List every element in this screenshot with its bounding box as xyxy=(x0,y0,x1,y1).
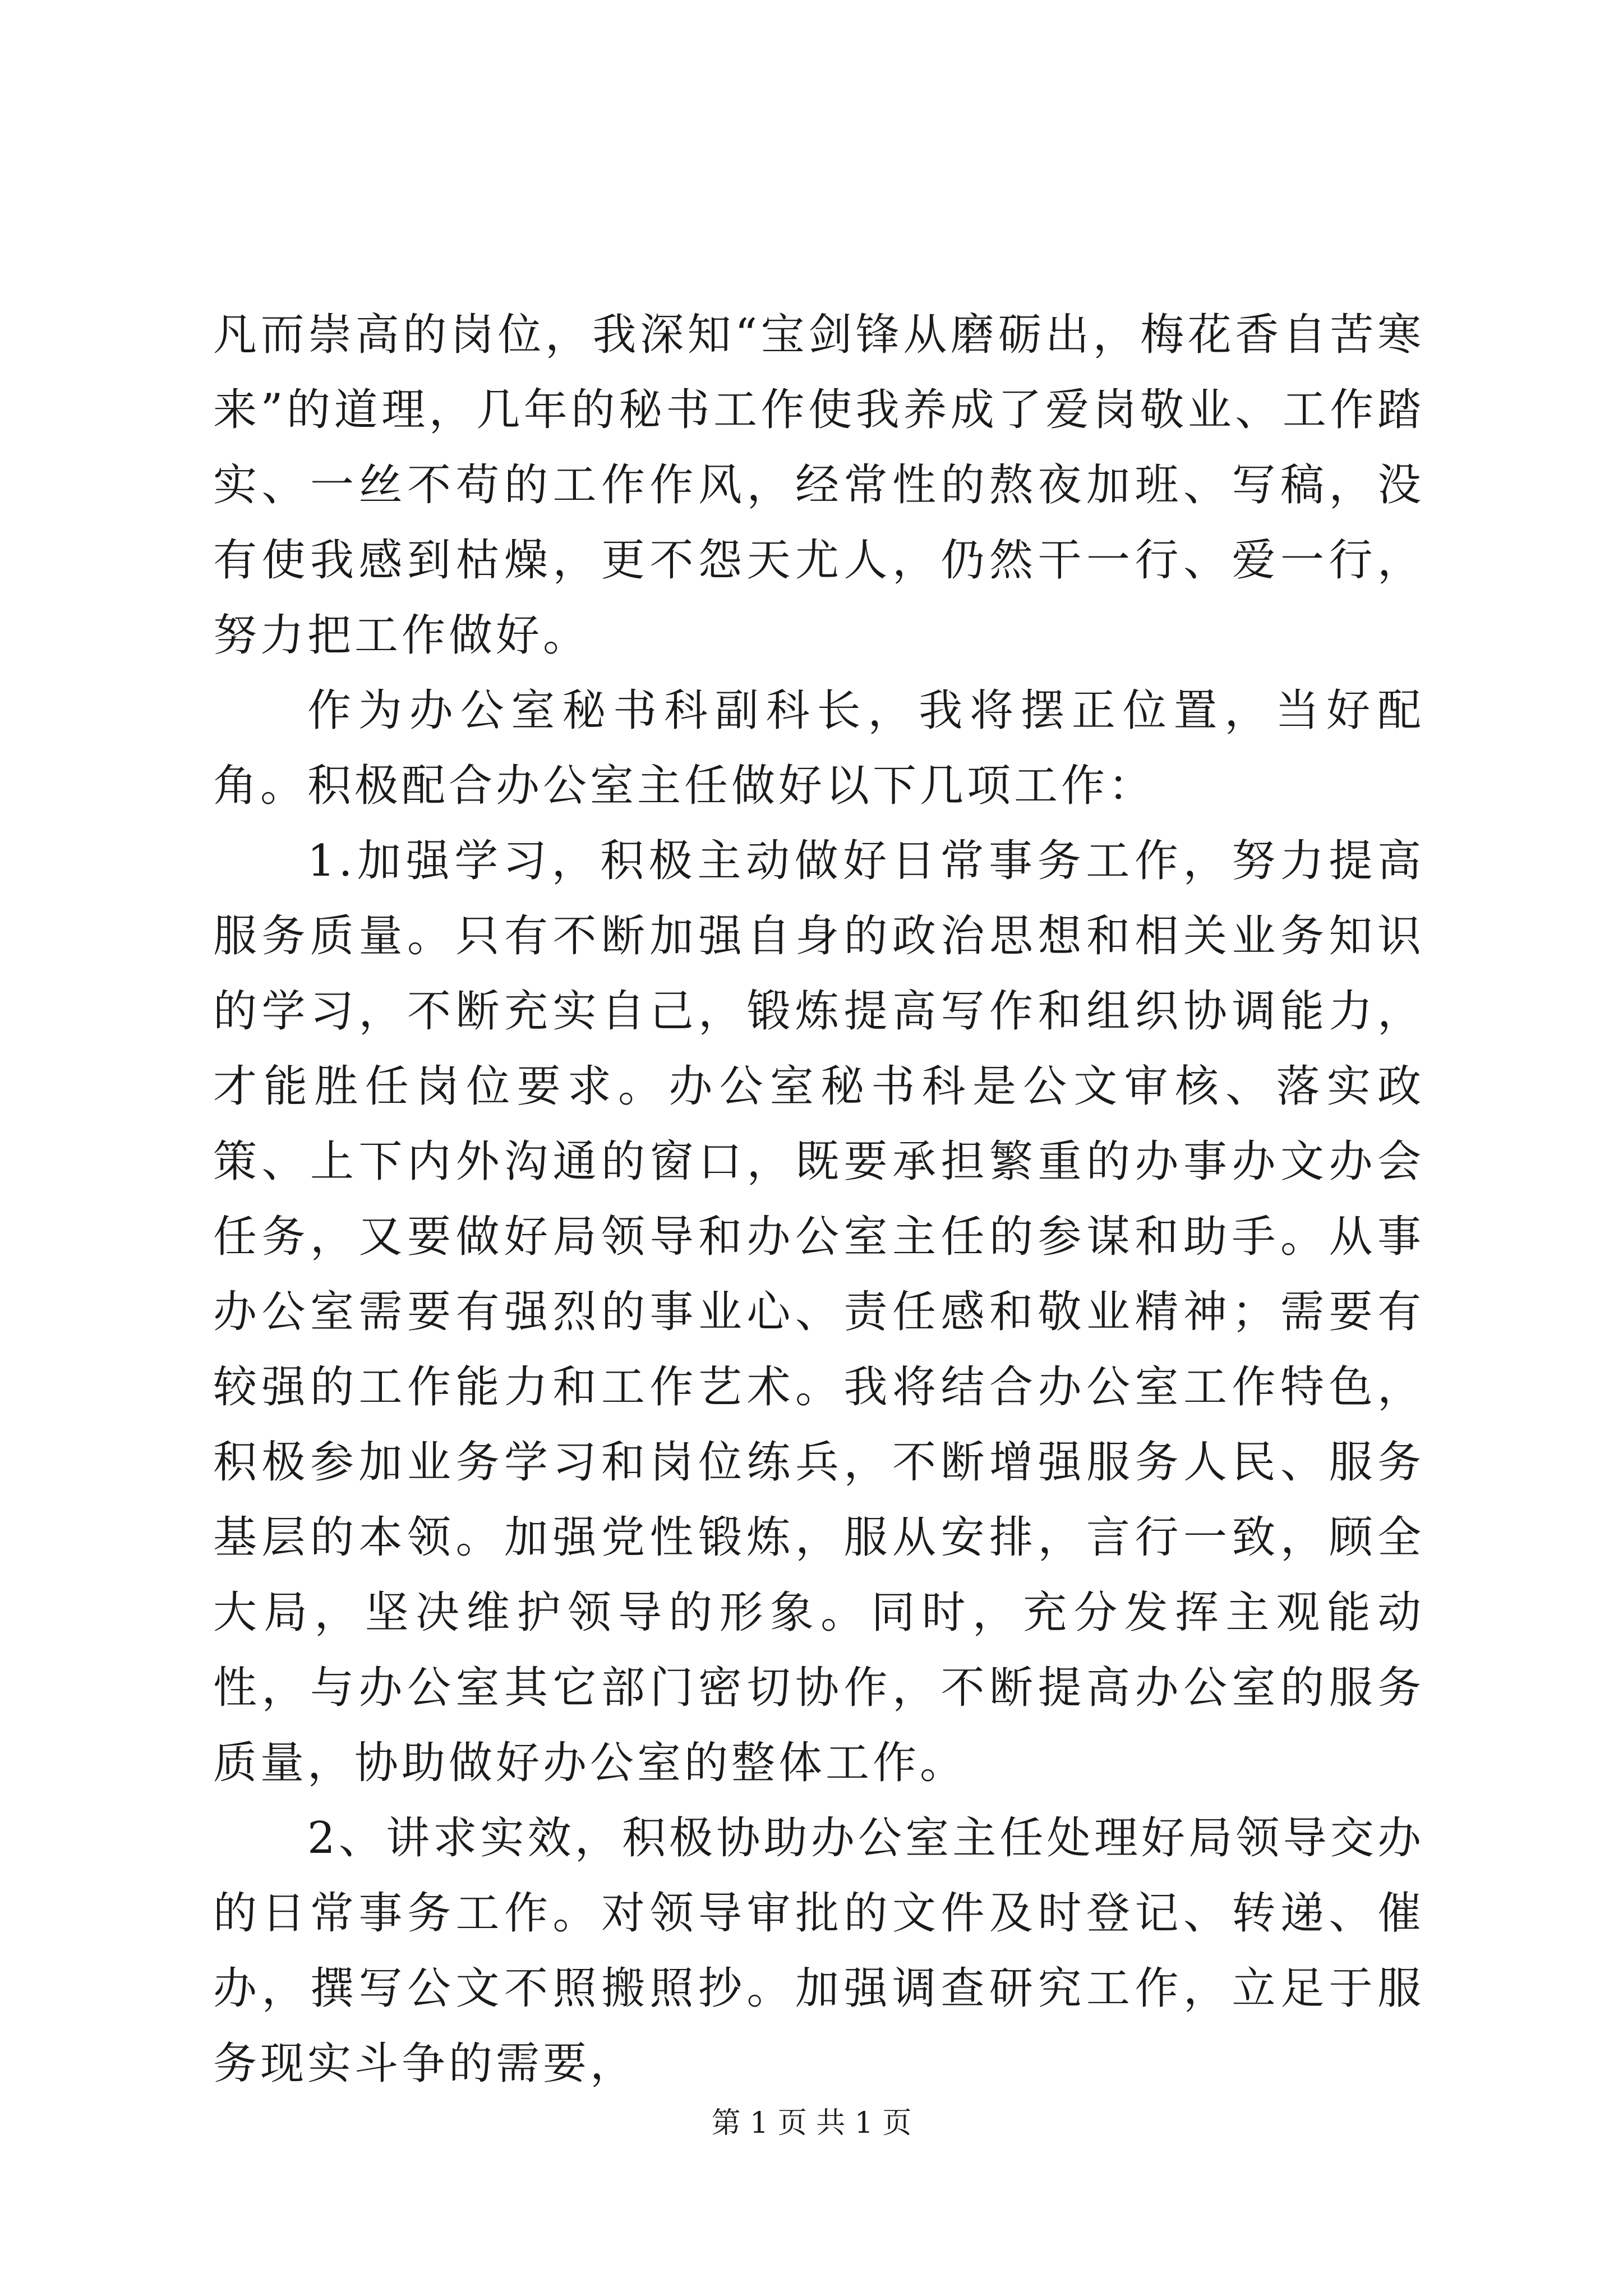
document-body xyxy=(213,297,1424,2101)
paragraph-2: 作为办公室秘书科副科长，我将摆正位置，当好配角。积极配合办公室主任做好以下几项工作： xyxy=(213,685,1424,811)
page-number-footer: 第 1 页 共 1 页 xyxy=(711,2106,912,2140)
paragraph-3: 1.加强学习，积极主动做好日常事务工作，努力提高服务质量。只有不断加强自身的政治思想和相关业务知识的学习，不断充实自己，锻炼提高写作和组织协调能力，才能胜任岗位要求。办公室秘书科是公文审核、落实政策、上下内外沟通的窗口，既要承担繁重的办事办文办会任务，又要做好局领导和办公室主任的参谋和助手。从事办公室需要有强烈的事业心、责任感和敬业精神；需要有较强的工作能力和工作艺术。我将结合办公室工作特色，积极参加业务学习和岗位练兵，不断增强服务人民、服务基层的本领。加强党性锻炼，服从安排，言行一致，顾全大局，坚决维护领导的形象。同时，充分发挥主观能动性，与办公室其它部门密切协作，不断提高办公室的服务质量，协助做好办公室的整体工作。 xyxy=(213,836,1424,1788)
paragraph-4: 2、讲求实效，积极协助办公室主任处理好局领导交办的日常事务工作。对领导审批的文件及时登记、转递、催办，撰写公文不照搬照抄。加强调查研究工作，立足于服务现实斗争的需要， xyxy=(213,1813,1424,2089)
paragraph-1: 凡而崇高的岗位，我深知“宝剑锋从磨砺出，梅花香自苦寒来”的道理，几年的秘书工作使我养成了爱岗敬业、工作踏实、一丝不苟的工作作风，经常性的熬夜加班、写稿，没有使我感到枯燥，更不怨天尤人，仍然干一行、爱一行，努力把工作做好。 xyxy=(213,310,1424,661)
